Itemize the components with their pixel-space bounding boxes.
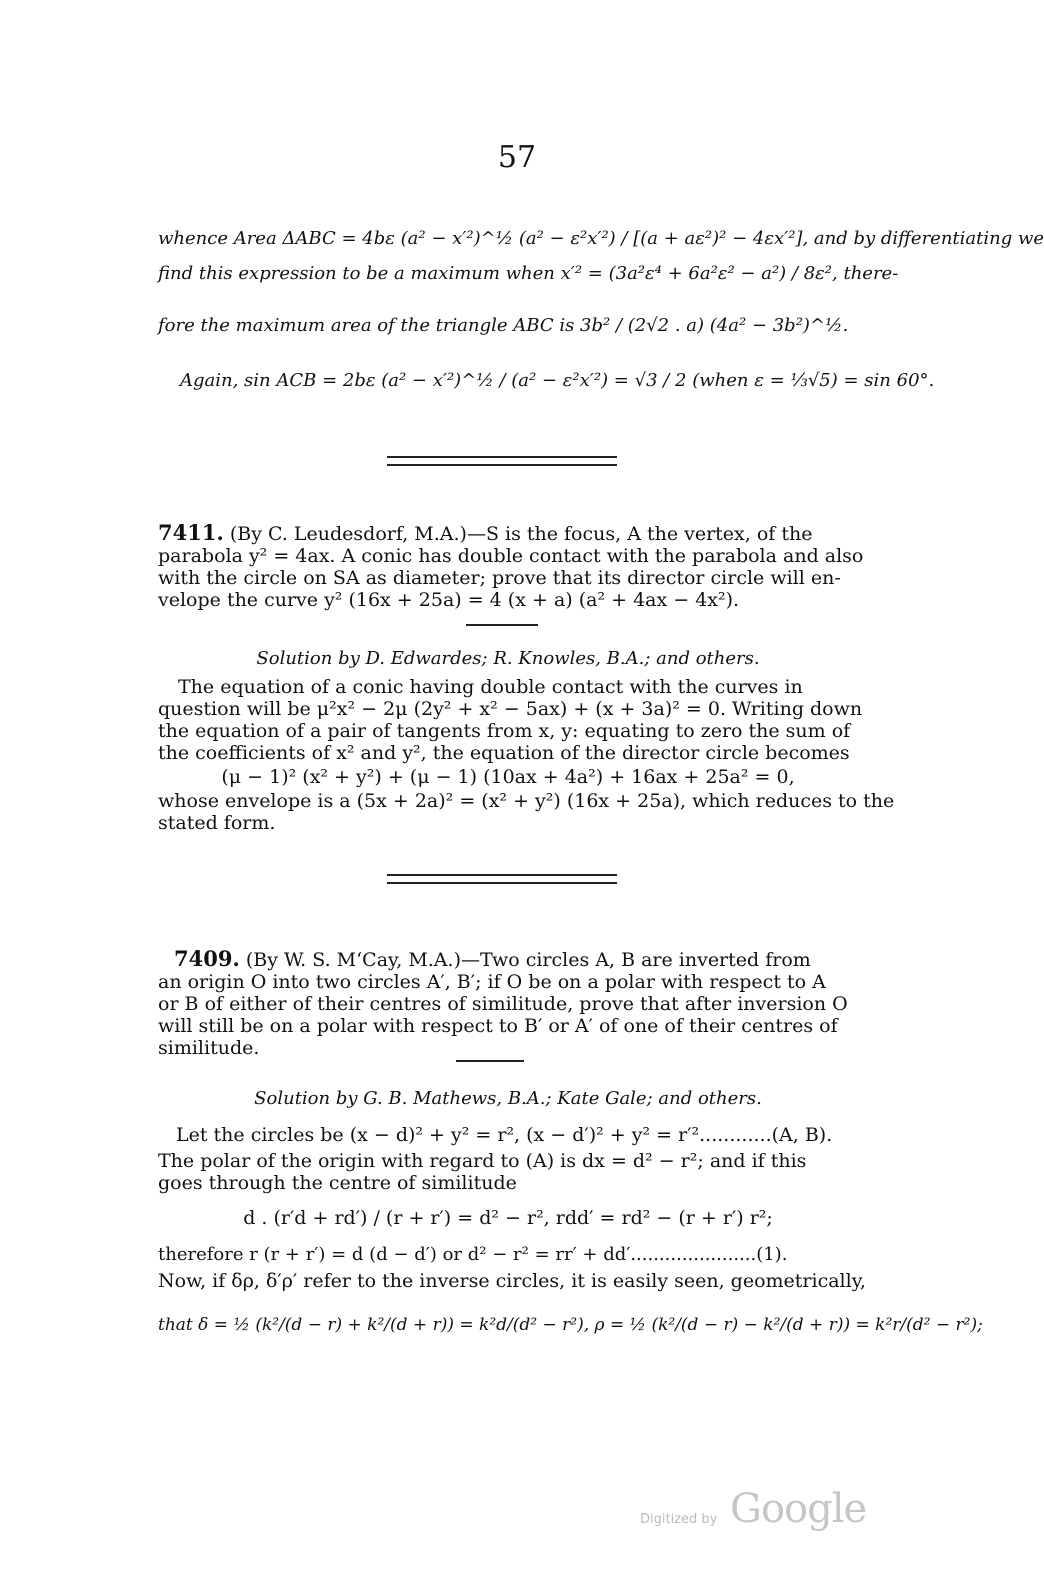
solution-line: Now, if δρ, δ′ρ′ refer to the inverse circles, it is easily seen, geometrically,	[158, 1270, 866, 1292]
solution-heading: Solution by D. Edwardes; R. Knowles, B.A.; and others.	[256, 648, 760, 669]
equation-line: (μ − 1)² (x² + y²) + (μ − 1) (10ax + 4a²) + 16ax + 25a² = 0,	[221, 766, 795, 788]
solution-7409	[158, 1124, 983, 1340]
text-line: find this expression to be a maximum when x′² = (3a²ε⁴ + 6a²ε² − a²) / 8ε², there-	[158, 263, 899, 284]
solution-line: The polar of the origin with regard to (A) is dx = d² − r²; and if this	[158, 1150, 807, 1172]
top-section	[158, 225, 1044, 395]
solution-line: goes through the centre of similitude	[158, 1172, 517, 1194]
problem-7411	[158, 520, 864, 611]
statement-line: an origin O into two circles A′, B′; if O be on a polar with respect to A	[158, 971, 826, 993]
statement-line: or B of either of their centres of similitude, prove that after inversion O	[158, 993, 848, 1015]
section-divider	[387, 874, 617, 884]
statement-line: will still be on a polar with respect to B′ or A′ of one of their centres of	[158, 1015, 838, 1037]
solution-line: whose envelope is a (5x + 2a)² = (x² + y²) (16x + 25a), which reduces to the	[158, 790, 895, 812]
problem-number: 7411.	[158, 520, 224, 545]
statement-line: (By C. Leudesdorf, M.A.)—S is the focus, A the vertex, of the	[229, 523, 813, 545]
text-line: fore the maximum area of the triangle ABC is 3b² / (2√2 . a) (4a² − 3b²)^½.	[158, 315, 849, 336]
solution-heading: Solution by G. B. Mathews, B.A.; Kate Gale; and others.	[254, 1088, 762, 1109]
section-divider	[387, 456, 617, 466]
heading-rule	[456, 1060, 524, 1062]
statement-line: with the circle on SA as diameter; prove that its director circle will en-	[158, 567, 841, 589]
page-number: 57	[497, 140, 537, 175]
digitized-watermark	[640, 1486, 870, 1532]
text-line: whence Area ΔABC = 4bε (a² − x′²)^½ (a² − ε²x′²) / [(a + aε²)² − 4εx′²], and by differentiating we	[158, 228, 1044, 249]
solution-line: the equation of a pair of tangents from x, y: equating to zero the sum of	[158, 720, 851, 742]
problem-number: 7409.	[174, 946, 240, 971]
heading-rule	[466, 624, 538, 626]
statement-line: velope the curve y² (16x + 25a) = 4 (x + a) (a² + 4ax − 4x²).	[158, 589, 740, 611]
statement-line: similitude.	[158, 1037, 260, 1059]
solution-7411	[158, 676, 895, 834]
statement-line: (By W. S. M‘Cay, M.A.)—Two circles A, B are inverted from	[245, 949, 811, 971]
digitized-label: Digitized by	[640, 1512, 718, 1527]
google-logo: Google	[730, 1486, 867, 1532]
text-line: Again, sin ACB = 2bε (a² − x′²)^½ / (a² − ε²x′²) = √3 / 2 (when ε = ⅓√5) = sin 60°.	[180, 370, 935, 391]
solution-line: The equation of a conic having double contact with the curves in	[178, 676, 803, 698]
equation-line: that δ = ½ (k²/(d − r) + k²/(d + r)) = k²d/(d² − r²), ρ = ½ (k²/(d − r) − k²/(d + r)) = k²r/(d² − r²);	[158, 1315, 983, 1335]
problem-7409	[158, 948, 858, 1059]
statement-line: parabola y² = 4ax. A conic has double contact with the parabola and also	[158, 545, 864, 567]
solution-line: Let the circles be (x − d)² + y² = r², (x − d′)² + y² = r′²............(A, B).	[176, 1124, 833, 1146]
solution-line: the coefficients of x² and y², the equation of the director circle becomes	[158, 742, 850, 764]
solution-line: question will be μ²x² − 2μ (2y² + x² − 5ax) + (x + 3a)² = 0. Writing down	[158, 698, 863, 720]
solution-line: stated form.	[158, 812, 276, 834]
equation-line: d . (r′d + rd′) / (r + r′) = d² − r², rdd′ = rd² − (r + r′) r²;	[243, 1207, 773, 1229]
solution-line: therefore r (r + r′) = d (d − d′) or d² − r² = rr′ + dd′......................(1).	[158, 1244, 788, 1265]
